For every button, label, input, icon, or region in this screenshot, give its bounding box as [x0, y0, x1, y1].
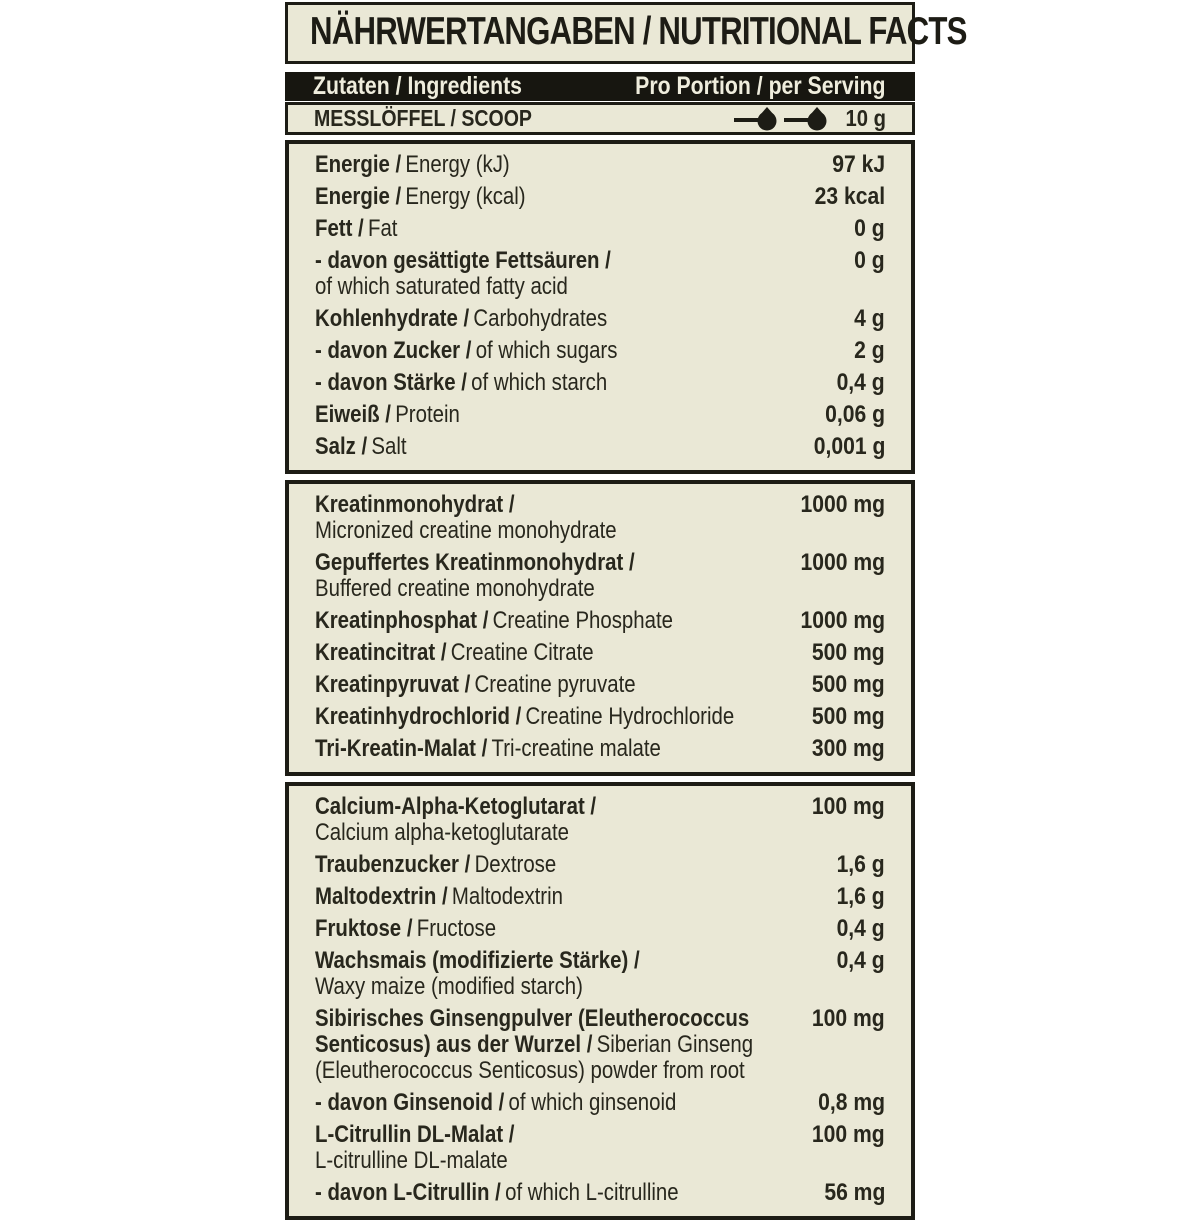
row-label-de: Energie /	[315, 151, 402, 178]
row-label-en: Waxy maize (modified starch)	[315, 973, 583, 1000]
row-label-de: Sibirisches Ginsengpulver (Eleutherococcus Senticosus) aus der Wurzel /	[315, 1005, 750, 1058]
label-title-box	[285, 2, 967, 64]
table-row	[315, 335, 885, 367]
row-label	[315, 184, 759, 210]
row-label-de: Tri-Kreatin-Malat /	[315, 735, 488, 762]
row-label-en: of which ginsenoid	[508, 1089, 677, 1116]
row-label	[315, 608, 759, 634]
row-label	[315, 852, 759, 878]
row-label-de: Eiweiß /	[315, 401, 391, 428]
section-macronutrients	[285, 140, 915, 474]
row-label	[315, 402, 759, 428]
row-label	[315, 370, 759, 396]
row-label-de: L-Citrullin DL-Malat /	[315, 1121, 515, 1148]
row-label-de: - davon L-Citrullin /	[315, 1179, 501, 1206]
row-value: 1,6 g	[836, 851, 885, 878]
table-row	[315, 431, 885, 463]
row-label	[315, 884, 759, 910]
row-label-en: Creatine Hydrochloride	[525, 703, 735, 730]
row-label-de: Kreatincitrat /	[315, 639, 447, 666]
table-row	[315, 881, 885, 913]
section-creatines	[285, 480, 915, 776]
row-label-en: Buffered creatine monohydrate	[315, 575, 595, 602]
row-value: 0,001 g	[813, 433, 885, 460]
row-label	[315, 550, 759, 602]
scoop-value: 10 g	[845, 105, 886, 131]
row-value: 300 mg	[812, 735, 885, 762]
row-label-en: Creatine Citrate	[450, 639, 594, 666]
row-label	[315, 948, 759, 1000]
table-row	[315, 149, 885, 181]
table-row	[315, 245, 885, 303]
row-value: 0,8 mg	[818, 1089, 885, 1116]
row-label	[315, 306, 759, 332]
row-label	[315, 152, 759, 178]
row-value: 56 mg	[823, 1179, 885, 1206]
row-value: 97 kJ	[832, 151, 885, 178]
table-row	[315, 791, 885, 849]
table-row	[315, 213, 885, 245]
row-label	[315, 640, 759, 666]
row-label-en: Micronized creatine monohydrate	[315, 517, 617, 544]
row-label-en: of which starch	[471, 369, 608, 396]
row-value: 1000 mg	[800, 607, 885, 634]
row-value: 0 g	[854, 215, 885, 242]
row-label-en: Creatine Phosphate	[492, 607, 673, 634]
table-row	[315, 181, 885, 213]
row-label	[315, 492, 759, 544]
row-label-de: Energie /	[315, 183, 402, 210]
table-row	[315, 637, 885, 669]
table-row	[315, 303, 885, 335]
row-label	[315, 794, 759, 846]
row-label-de: Wachsmais (modifizierte Stärke) /	[315, 947, 640, 974]
ingredients-header-bar	[285, 72, 915, 101]
row-label	[315, 1122, 759, 1174]
row-label-en: Maltodextrin	[451, 883, 563, 910]
nutrition-label	[285, 2, 967, 1206]
row-label-de: Kreatinphosphat /	[315, 607, 489, 634]
table-row	[315, 913, 885, 945]
row-label-en: Dextrose	[474, 851, 557, 878]
row-label-de: - davon Ginsenoid /	[315, 1089, 505, 1116]
table-row	[315, 547, 885, 605]
section-other-ingredients	[285, 782, 915, 1220]
row-label-de: - davon gesättigte Fettsäuren /	[315, 247, 611, 274]
row-label-en: Siberian Ginseng (Eleutherococcus Senticosus) powder from root	[315, 1031, 754, 1084]
row-label-en: Calcium alpha-ketoglutarate	[315, 819, 570, 846]
row-label-de: - davon Stärke /	[315, 369, 467, 396]
row-value: 100 mg	[812, 1121, 885, 1148]
scoop-icon	[734, 107, 780, 131]
row-value: 1000 mg	[800, 491, 885, 518]
row-value: 4 g	[854, 305, 885, 332]
row-label	[315, 248, 759, 300]
row-value: 1,6 g	[836, 883, 885, 910]
row-label	[315, 1006, 759, 1084]
row-value: 100 mg	[812, 1005, 885, 1032]
header-left-label: Zutaten / Ingredients	[313, 72, 522, 100]
table-row	[315, 1119, 885, 1177]
row-label-en: of which sugars	[475, 337, 618, 364]
row-label	[315, 1180, 759, 1206]
table-row	[315, 1003, 885, 1087]
row-label	[315, 434, 759, 460]
row-label-de: Salz /	[315, 433, 368, 460]
table-row	[315, 1177, 885, 1209]
row-label-de: Kreatinmonohydrat /	[315, 491, 515, 518]
header-right-label: Pro Portion / per Serving	[634, 72, 885, 100]
row-label	[315, 338, 759, 364]
row-value: 0,4 g	[836, 915, 885, 942]
row-label-de: Traubenzucker /	[315, 851, 471, 878]
row-label-en: Creatine pyruvate	[474, 671, 636, 698]
row-label-en: Fat	[367, 215, 398, 242]
row-value: 1000 mg	[800, 549, 885, 576]
row-label-de: Fruktose /	[315, 915, 413, 942]
row-label-de: Gepuffertes Kreatinmonohydrat /	[315, 549, 635, 576]
scoop-icon	[784, 107, 830, 131]
row-label-en: Tri-creatine malate	[491, 735, 661, 762]
row-label-en: Salt	[371, 433, 407, 460]
table-row	[315, 605, 885, 637]
table-row	[315, 849, 885, 881]
row-label-en: L-citrulline DL-malate	[315, 1147, 508, 1174]
scoop-row	[285, 102, 915, 135]
row-value: 23 kcal	[814, 183, 885, 210]
row-label-de: Kohlenhydrate /	[315, 305, 470, 332]
row-value: 500 mg	[812, 639, 885, 666]
row-label-de: Kreatinhydrochlorid /	[315, 703, 522, 730]
row-label-en: Energy (kJ)	[405, 151, 510, 178]
row-value: 0 g	[854, 247, 885, 274]
table-row	[315, 489, 885, 547]
table-row	[315, 733, 885, 765]
row-value: 500 mg	[812, 703, 885, 730]
row-label-en: of which L-citrulline	[505, 1179, 679, 1206]
row-value: 500 mg	[812, 671, 885, 698]
row-value: 2 g	[854, 337, 885, 364]
row-value: 100 mg	[812, 793, 885, 820]
row-value: 0,4 g	[836, 369, 885, 396]
table-row	[315, 945, 885, 1003]
row-label-en: of which saturated fatty acid	[315, 273, 568, 300]
row-label	[315, 672, 759, 698]
row-label-en: Carbohydrates	[473, 305, 608, 332]
table-row	[315, 1087, 885, 1119]
row-label	[315, 736, 759, 762]
row-label-de: Calcium-Alpha-Ketoglutarat /	[315, 793, 597, 820]
row-label-de: Maltodextrin /	[315, 883, 448, 910]
table-row	[315, 367, 885, 399]
table-row	[315, 701, 885, 733]
row-value: 0,06 g	[825, 401, 885, 428]
scoop-value-group	[734, 105, 886, 132]
row-label-en: Fructose	[416, 915, 497, 942]
table-row	[315, 669, 885, 701]
row-label	[315, 916, 759, 942]
row-label	[315, 704, 759, 730]
row-value: 0,4 g	[836, 947, 885, 974]
scoop-label: MESSLÖFFEL / SCOOP	[314, 105, 532, 131]
label-title: NÄHRWERTANGABEN / NUTRITIONAL FACTS	[310, 10, 967, 53]
table-row	[315, 399, 885, 431]
row-label-en: Protein	[395, 401, 460, 428]
row-label	[315, 1090, 759, 1116]
row-label	[315, 216, 759, 242]
row-label-en: Energy (kcal)	[405, 183, 526, 210]
row-label-de: Kreatinpyruvat /	[315, 671, 471, 698]
row-label-de: - davon Zucker /	[315, 337, 472, 364]
row-label-de: Fett /	[315, 215, 364, 242]
